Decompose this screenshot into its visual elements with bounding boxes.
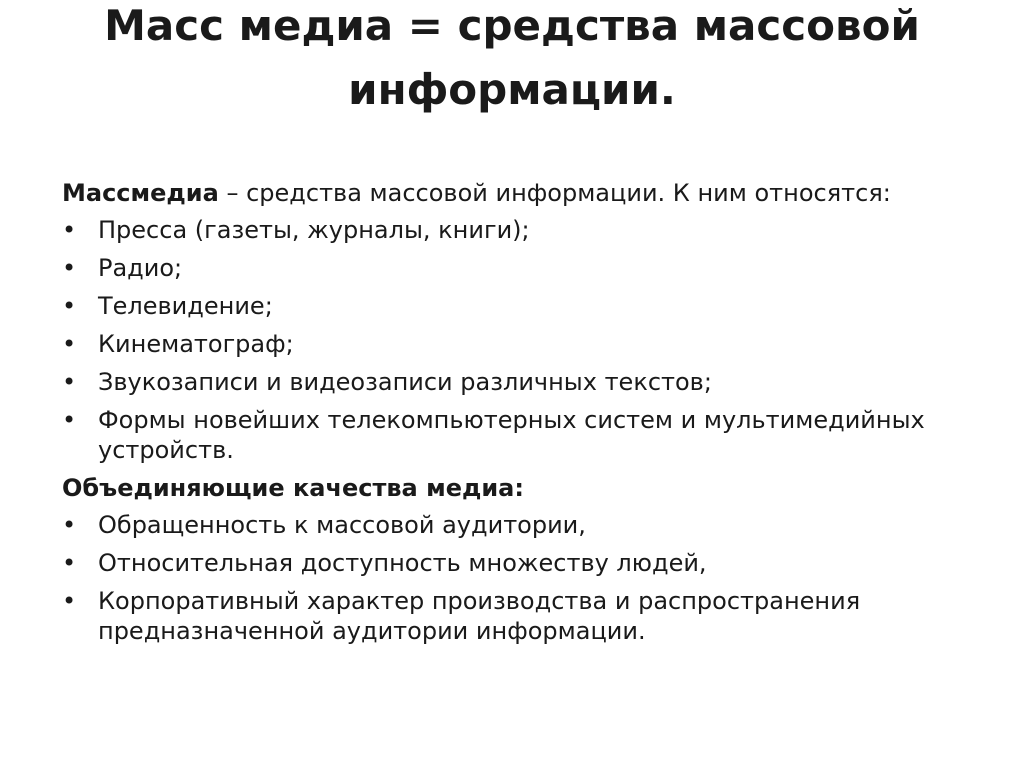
list-item-text: Кинематограф; [98,330,294,358]
list-item [62,586,962,646]
list-item-text: Звукозаписи и видеозаписи различных текстов; [98,368,712,396]
intro-term: Массмедиа [62,179,219,207]
bullet-icon: • [62,216,77,244]
list-item [62,215,962,245]
list-item-text: Корпоративный характер производства и распространения предназначенной аудитории информации. [98,587,861,645]
list-item-text: Относительная доступность множеству людей, [98,549,707,577]
bullet-icon: • [62,587,77,615]
bullet-icon: • [62,254,77,282]
qualities-list [62,510,962,646]
bullet-icon: • [62,368,77,396]
list-item-text: Формы новейших телекомпьютерных систем и мультимедийных устройств. [98,406,925,464]
bullet-icon: • [62,549,77,577]
list-item-text: Радио; [98,254,183,282]
intro-text: – средства массовой информации. К ним относятся: [218,179,891,207]
list-item [62,405,962,465]
qualities-heading [62,473,962,503]
list-item [62,329,962,359]
qualities-heading-text: Объединяющие качества медиа: [62,474,524,502]
bullet-icon: • [62,292,77,320]
bullet-icon: • [62,406,77,434]
slide-content [62,178,962,654]
list-item [62,291,962,321]
list-item [62,510,962,540]
list-item [62,253,962,283]
bullet-icon: • [62,511,77,539]
list-item-text: Пресса (газеты, журналы, книги); [98,216,530,244]
media-list [62,215,962,465]
list-item-text: Телевидение; [98,292,273,320]
slide-title: Масс медиа = средства массовой информации. [104,1,920,114]
bullet-icon: • [62,330,77,358]
list-item [62,367,962,397]
list-item-text: Обращенность к массовой аудитории, [98,511,586,539]
intro-paragraph [62,178,962,208]
list-item [62,548,962,578]
